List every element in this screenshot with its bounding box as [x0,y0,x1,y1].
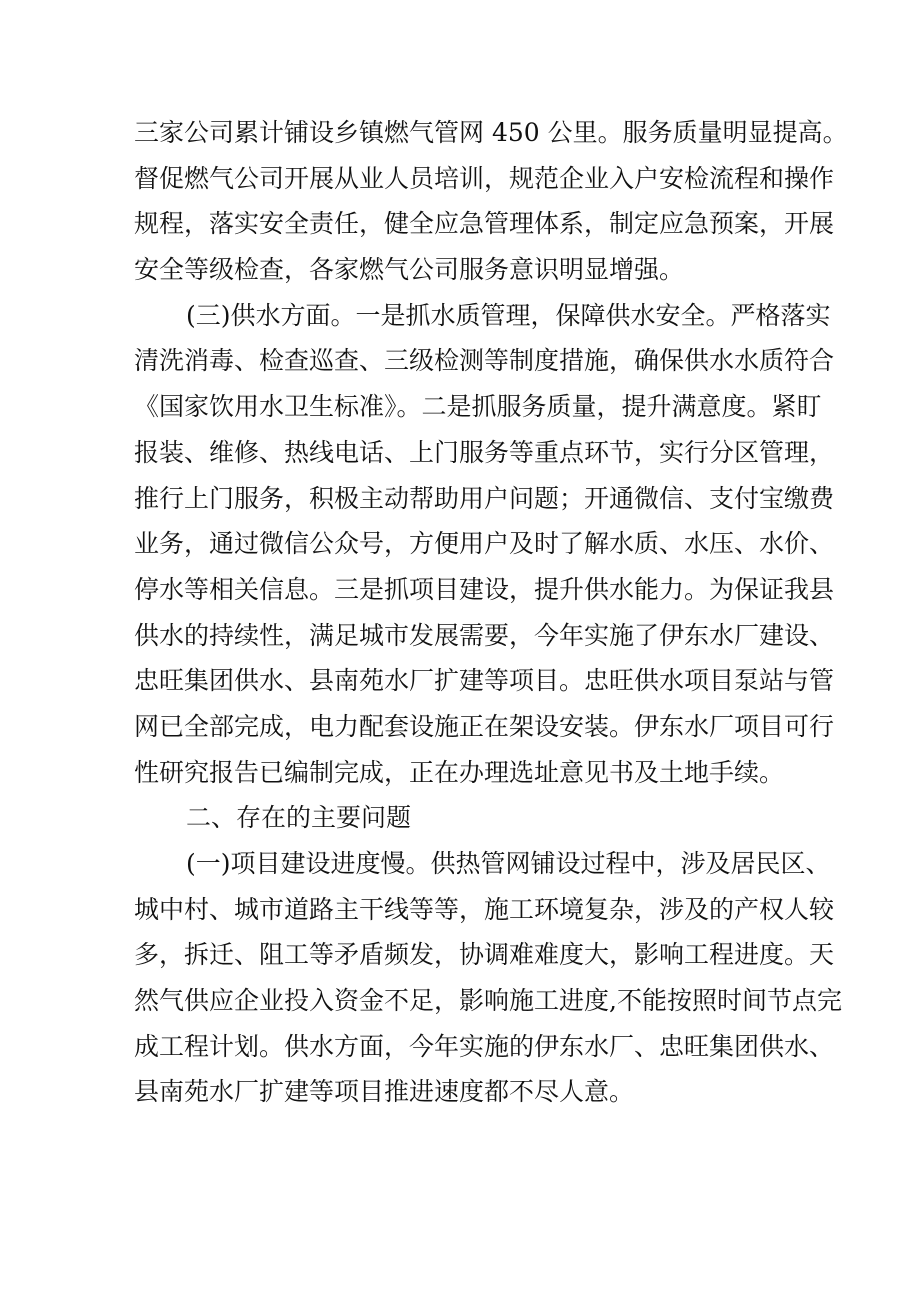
paragraph-water-supply [134,293,835,796]
text-line: 忠旺集团供水、县南苑水厂扩建等项目。忠旺供水项目泵站与管 [134,666,835,696]
text-line: 供水的持续性，满足城市发展需要，今年实施了伊东水厂建设、 [134,620,835,650]
paragraph-problems [134,841,842,1115]
text-line: 业务，通过微信公众号，方便用户及时了解水质、水压、水价、 [134,529,835,559]
text-line: (一)项目建设进度慢。供热管网铺设过程中，涉及居民区、 [186,849,831,878]
text-line: 清洗消毒、检查巡查、三级检测等制度措施，确保供水水质符合 [134,346,835,376]
text-line: 然气供应企业投入资金不足，影响施工进度,不能按照时间节点完 [134,986,842,1016]
text-line: 停水等相关信息。三是抓项目建设，提升供水能力。为保证我县 [134,574,835,604]
text-line: (三)供水方面。一是抓水质管理，保障供水安全。严格落实 [186,300,831,330]
text-line: 性研究报告已编制完成，正在办理选址意见书及土地手续。 [134,757,785,787]
text-line: 规程，落实安全责任，健全应急管理体系，制定应急预案，开展 [134,209,835,239]
paragraph-gas-service [134,110,848,293]
text-line: 《国家饮用水卫生标准》。二是抓服务质量，提升满意度。紧盯 [134,392,822,422]
document-body [134,110,848,1115]
text-line: 网已全部完成，电力配套设施正在架设安装。伊东水厂项目可行 [134,711,835,741]
text-line: 城中村、城市道路主干线等等，施工环境复杂，涉及的产权人较 [134,894,835,924]
text-line: 县南苑水厂扩建等项目推进速度都不尽人意。 [134,1077,635,1107]
text-line: 多，拆迁、阻工等矛盾频发，协调难难度大，影响工程进度。天 [134,940,835,970]
section-heading: 二、存在的主要问题 [186,803,412,833]
text-line: 推行上门服务，积极主动帮助用户问题；开通微信、支付宝缴费 [134,483,835,513]
text-line: 安全等级检查，各家燃气公司服务意识明显增强。 [134,255,685,285]
text-line: 报装、维修、热线电话、上门服务等重点环节，实行分区管理， [134,437,835,467]
text-line: 成工程计划。供水方面，今年实施的伊东水厂、忠旺集团供水、 [134,1031,835,1061]
text-line: 三家公司累计铺设乡镇燃气管网 450 公里。服务质量明显提高。 [134,118,848,147]
text-line: 督促燃气公司开展从业人员培训，规范企业入户安检流程和操作 [134,163,835,193]
